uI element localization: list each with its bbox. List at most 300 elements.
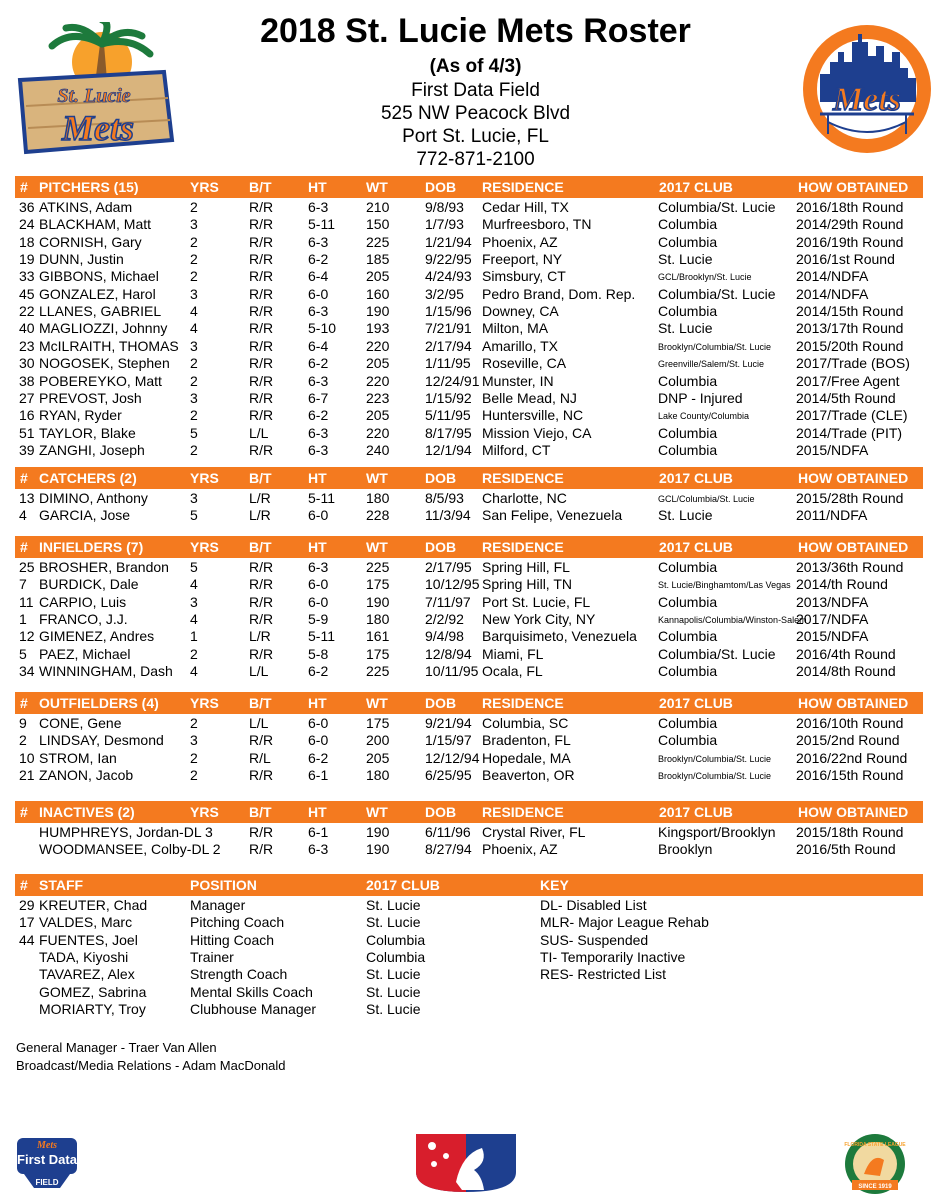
player-row	[0, 715, 951, 732]
player-residence: Amarillo, TX	[482, 337, 558, 354]
player-years: 3	[190, 216, 198, 233]
col-yrs: YRS	[190, 695, 219, 711]
player-number: 11	[19, 593, 34, 610]
player-how-obtained: 2017/Free Agent	[796, 372, 900, 389]
player-height: 6-2	[308, 251, 329, 268]
player-height: 6-0	[308, 715, 329, 731]
col-wt: WT	[366, 470, 388, 486]
player-dob: 10/11/95	[425, 663, 479, 680]
player-weight: 220	[366, 372, 390, 389]
player-residence: Barquisimeto, Venezuela	[482, 628, 637, 645]
player-bats-throws: R/R	[249, 216, 274, 233]
player-row	[0, 390, 951, 407]
staff-name: VALDES, Marc	[39, 914, 133, 931]
player-number: 21	[19, 767, 35, 784]
inactives-header-bar	[15, 801, 923, 823]
player-dob: 1/21/94	[425, 233, 472, 250]
staff-2017-club: Columbia	[366, 949, 426, 966]
player-residence: Beaverton, OR	[482, 767, 575, 784]
player-residence: Roseville, CA	[482, 355, 567, 372]
player-weight: 190	[366, 824, 390, 840]
player-weight: 150	[366, 216, 390, 233]
player-name: HUMPHREYS, Jordan-DL 3	[39, 824, 213, 840]
player-row	[0, 216, 951, 233]
staff-row	[0, 932, 951, 949]
pitchers-header-bar	[15, 176, 923, 198]
player-residence: Spring Hill, FL	[482, 559, 570, 575]
player-number: 45	[19, 285, 35, 302]
player-dob: 2/17/95	[425, 559, 472, 575]
player-row	[0, 320, 951, 337]
player-number: 40	[19, 320, 35, 337]
col-ht: HT	[308, 695, 327, 711]
player-2017-club: Brooklyn	[658, 841, 713, 858]
player-weight: 190	[366, 593, 390, 610]
player-height: 5-11	[308, 216, 335, 233]
player-bats-throws: R/R	[249, 285, 274, 302]
player-height: 6-0	[308, 507, 329, 524]
player-2017-club: Columbia	[658, 732, 718, 749]
staff-2017-club: St. Lucie	[366, 897, 421, 913]
player-weight: 185	[366, 251, 390, 268]
player-2017-club: Columbia	[658, 559, 718, 575]
player-2017-club: Columbia/St. Lucie	[658, 199, 776, 215]
col-wt: WT	[366, 804, 388, 820]
player-weight: 223	[366, 389, 390, 406]
player-dob: 1/11/95	[425, 355, 471, 372]
col-club: 2017 CLUB	[366, 877, 440, 893]
player-years: 2	[190, 407, 198, 424]
player-bats-throws: R/R	[249, 576, 274, 593]
col-ht: HT	[308, 179, 327, 195]
new-york-mets-logo	[800, 22, 935, 157]
player-2017-club: Columbia	[658, 233, 718, 250]
player-2017-club: Brooklyn/Columbia/St. Lucie	[658, 753, 772, 764]
player-2017-club: Brooklyn/Columbia/St. Lucie	[658, 771, 772, 782]
player-name: LLANES, GABRIEL	[39, 303, 162, 320]
player-2017-club: Kannapolis/Columbia/Winston-Salem	[658, 615, 807, 626]
staff-name: GOMEZ, Sabrina	[39, 983, 147, 1000]
player-how-obtained: 2015/28th Round	[796, 490, 904, 506]
staff-row	[0, 966, 951, 983]
player-name: GIMENEZ, Andres	[39, 628, 155, 645]
staff-name: TAVAREZ, Alex	[39, 966, 135, 983]
col-residence: RESIDENCE	[482, 804, 564, 820]
player-number: 18	[19, 233, 35, 250]
player-height: 6-3	[308, 559, 329, 575]
col-section: CATCHERS (2)	[39, 470, 137, 486]
player-number: 12	[19, 628, 35, 645]
player-residence: Phoenix, AZ	[482, 233, 558, 250]
player-how-obtained: 2015/18th Round	[796, 824, 904, 840]
player-row	[0, 355, 951, 372]
staff-number: 17	[19, 914, 35, 931]
fsl-ring-text: FLORIDA STATE LEAGUE	[844, 1142, 906, 1148]
player-2017-club: St. Lucie	[658, 507, 713, 524]
player-bats-throws: R/R	[249, 732, 274, 749]
col-key: KEY	[540, 877, 569, 893]
player-height: 6-4	[308, 337, 329, 354]
player-height: 6-0	[308, 593, 329, 610]
player-dob: 11/3/94	[425, 507, 471, 524]
player-number: 13	[19, 490, 35, 506]
staff-position: Manager	[190, 897, 246, 913]
player-weight: 220	[366, 424, 390, 441]
player-weight: 190	[366, 303, 390, 320]
player-weight: 200	[366, 732, 390, 749]
player-2017-club: GCL/Columbia/St. Lucie	[658, 494, 755, 504]
col-section: INACTIVES (2)	[39, 804, 135, 820]
player-weight: 205	[366, 268, 390, 285]
player-years: 4	[190, 576, 198, 593]
player-height: 6-0	[308, 285, 329, 302]
player-name: TAYLOR, Blake	[39, 424, 136, 441]
player-row	[0, 559, 951, 576]
staff-name: TADA, Kiyoshi	[39, 949, 129, 966]
player-residence: Bradenton, FL	[482, 732, 571, 749]
player-2017-club: Columbia	[658, 303, 718, 320]
player-height: 6-3	[308, 233, 329, 250]
player-number: 16	[19, 407, 35, 424]
player-residence: Phoenix, AZ	[482, 841, 558, 858]
player-years: 5	[190, 507, 198, 524]
logo-left-top-text: St. Lucie	[57, 85, 131, 107]
col-bt: B/T	[249, 804, 272, 820]
player-row	[0, 338, 951, 355]
first-data-field-logo	[14, 1132, 80, 1190]
col-number: #	[20, 179, 28, 195]
player-dob: 9/8/93	[425, 199, 464, 215]
fsl-since-text: SINCE 1919	[858, 1184, 892, 1190]
player-bats-throws: R/R	[249, 593, 274, 610]
player-weight: 210	[366, 199, 390, 215]
player-height: 5-9	[308, 611, 329, 628]
col-residence: RESIDENCE	[482, 470, 564, 486]
player-2017-club: Columbia	[658, 593, 718, 610]
key-entry: RES- Restricted List	[540, 966, 667, 983]
player-2017-club: St. Lucie	[658, 320, 713, 337]
player-name: WOODMANSEE, Colby-DL 2	[39, 841, 221, 858]
key-entry: TI- Temporarily Inactive	[540, 949, 686, 966]
player-years: 4	[190, 303, 198, 320]
col-wt: WT	[366, 539, 388, 555]
player-height: 6-2	[308, 663, 329, 680]
player-height: 6-3	[308, 199, 329, 215]
player-2017-club: Columbia	[658, 715, 718, 731]
player-number: 24	[19, 216, 35, 233]
player-residence: Milford, CT	[482, 441, 551, 458]
player-number: 36	[19, 199, 35, 215]
player-height: 6-1	[308, 824, 329, 840]
col-bt: B/T	[249, 539, 272, 555]
player-bats-throws: L/L	[249, 715, 269, 731]
player-2017-club: St. Lucie	[658, 251, 713, 268]
player-residence: Spring Hill, TN	[482, 576, 572, 593]
player-height: 5-10	[308, 320, 337, 337]
player-height: 6-1	[308, 767, 329, 784]
player-bats-throws: L/R	[249, 628, 271, 645]
staff-position: Mental Skills Coach	[190, 983, 313, 1000]
player-dob: 1/15/97	[425, 732, 472, 749]
player-row	[0, 628, 951, 645]
player-dob: 1/15/96	[425, 303, 472, 320]
player-residence: Columbia, SC	[482, 715, 569, 731]
player-row	[0, 767, 951, 784]
player-weight: 160	[366, 285, 390, 302]
player-years: 2	[190, 715, 198, 731]
player-dob: 12/12/94	[425, 749, 480, 766]
player-years: 2	[190, 767, 198, 784]
col-residence: RESIDENCE	[482, 695, 564, 711]
player-row	[0, 576, 951, 593]
player-row	[0, 303, 951, 320]
col-club: 2017 CLUB	[659, 179, 733, 195]
player-height: 6-3	[308, 303, 329, 320]
player-number: 7	[19, 576, 27, 593]
fdf-first-data-text: First Data	[17, 1152, 77, 1167]
player-number: 38	[19, 372, 35, 389]
staff-number: 29	[19, 897, 35, 913]
player-row	[0, 646, 951, 663]
player-weight: 175	[366, 576, 390, 593]
player-weight: 205	[366, 749, 390, 766]
player-residence: Hopedale, MA	[482, 749, 571, 766]
player-how-obtained: 2013/17th Round	[796, 320, 904, 337]
player-number: 1	[19, 611, 27, 628]
player-how-obtained: 2016/5th Round	[796, 841, 896, 858]
player-dob: 6/25/95	[425, 767, 472, 784]
player-bats-throws: R/R	[249, 407, 274, 424]
player-how-obtained: 2014/NDFA	[796, 268, 869, 285]
player-weight: 193	[366, 320, 390, 337]
player-how-obtained: 2015/NDFA	[796, 441, 869, 458]
player-row	[0, 199, 951, 216]
player-dob: 8/17/95	[425, 424, 472, 441]
staff-position: Clubhouse Manager	[190, 1001, 317, 1018]
player-name: NOGOSEK, Stephen	[39, 355, 170, 372]
col-number: #	[20, 695, 28, 711]
player-bats-throws: R/R	[249, 767, 274, 784]
player-residence: Downey, CA	[482, 303, 559, 320]
venue-name: First Data Field	[411, 80, 540, 101]
player-residence: Murfreesboro, TN	[482, 216, 592, 233]
player-how-obtained: 2014/29th Round	[796, 216, 904, 233]
player-height: 6-7	[308, 389, 329, 406]
player-weight: 240	[366, 441, 390, 458]
as-of-date: (As of 4/3)	[429, 56, 522, 77]
player-weight: 180	[366, 611, 390, 628]
player-how-obtained: 2016/19th Round	[796, 233, 904, 250]
player-dob: 2/2/92	[425, 611, 464, 628]
player-2017-club: Lake County/Columbia	[658, 411, 750, 422]
player-years: 2	[190, 268, 198, 285]
player-name: ZANON, Jacob	[39, 767, 134, 784]
staff-2017-club: St. Lucie	[366, 914, 421, 931]
player-name: POBEREYKO, Matt	[39, 372, 162, 389]
player-row	[0, 663, 951, 680]
player-how-obtained: 2016/10th Round	[796, 715, 904, 731]
outfielders-header-bar	[15, 692, 923, 714]
player-weight: 190	[366, 841, 390, 858]
player-row	[0, 251, 951, 268]
player-number: 5	[19, 645, 27, 662]
player-bats-throws: R/R	[249, 372, 274, 389]
player-row	[0, 507, 951, 524]
col-ht: HT	[308, 539, 327, 555]
player-how-obtained: 2014/5th Round	[796, 389, 896, 406]
player-years: 2	[190, 372, 198, 389]
col-staff: STAFF	[39, 877, 84, 893]
player-weight: 180	[366, 767, 390, 784]
player-weight: 175	[366, 715, 390, 731]
player-name: MAGLIOZZI, Johnny	[39, 320, 168, 337]
player-name: ATKINS, Adam	[39, 199, 133, 215]
player-how-obtained: 2014/8th Round	[796, 663, 896, 680]
general-manager-text: General Manager - Traer Van Allen	[16, 1040, 217, 1055]
key-entry: DL- Disabled List	[540, 897, 647, 913]
player-weight: 205	[366, 407, 390, 424]
col-ht: HT	[308, 804, 327, 820]
staff-row	[0, 984, 951, 1001]
player-row	[0, 490, 951, 507]
player-residence: Crystal River, FL	[482, 824, 586, 840]
col-dob: DOB	[425, 470, 457, 486]
player-name: STROM, Ian	[39, 749, 117, 766]
player-number: 25	[19, 559, 35, 575]
player-how-obtained: 2016/1st Round	[796, 251, 895, 268]
player-bats-throws: R/R	[249, 251, 274, 268]
player-dob: 6/11/96	[425, 824, 471, 840]
player-years: 2	[190, 441, 198, 458]
player-dob: 9/22/95	[425, 251, 472, 268]
player-name: RYAN, Ryder	[39, 407, 122, 424]
player-years: 3	[190, 490, 198, 506]
col-ht: HT	[308, 470, 327, 486]
player-height: 6-3	[308, 372, 329, 389]
staff-2017-club: Columbia	[366, 931, 426, 948]
venue-street: 525 NW Peacock Blvd	[380, 103, 571, 124]
col-obtained: HOW OBTAINED	[798, 179, 909, 195]
key-entry: SUS- Suspended	[540, 931, 649, 948]
player-2017-club: Columbia	[658, 424, 718, 441]
player-height: 6-3	[308, 841, 329, 858]
player-bats-throws: R/R	[249, 645, 274, 662]
col-yrs: YRS	[190, 539, 219, 555]
col-dob: DOB	[425, 804, 457, 820]
col-obtained: HOW OBTAINED	[798, 695, 909, 711]
player-dob: 7/21/91	[425, 320, 472, 337]
player-how-obtained: 2014/15th Round	[796, 303, 904, 320]
player-residence: Charlotte, NC	[482, 490, 567, 506]
player-row	[0, 611, 951, 628]
player-dob: 1/7/93	[425, 216, 464, 233]
player-bats-throws: R/L	[249, 749, 271, 766]
player-years: 3	[190, 593, 198, 610]
col-residence: RESIDENCE	[482, 539, 564, 555]
staff-row	[0, 914, 951, 931]
player-years: 3	[190, 337, 198, 354]
player-how-obtained: 2015/2nd Round	[796, 732, 900, 749]
player-weight: 220	[366, 337, 390, 354]
player-how-obtained: 2017/Trade (CLE)	[796, 407, 908, 424]
player-row	[0, 425, 951, 442]
col-club: 2017 CLUB	[659, 695, 733, 711]
player-number: 10	[19, 749, 35, 766]
player-years: 1	[190, 628, 198, 645]
player-residence: Ocala, FL	[482, 663, 543, 680]
player-residence: San Felipe, Venezuela	[482, 507, 623, 524]
player-bats-throws: R/R	[249, 441, 274, 458]
player-residence: Pedro Brand, Dom. Rep.	[482, 285, 636, 302]
venue-city: Port St. Lucie, FL	[402, 126, 549, 147]
col-obtained: HOW OBTAINED	[798, 470, 909, 486]
player-row	[0, 234, 951, 251]
col-yrs: YRS	[190, 179, 219, 195]
player-years: 2	[190, 749, 198, 766]
player-name: DUNN, Justin	[39, 251, 124, 268]
player-years: 2	[190, 233, 198, 250]
player-residence: Mission Viejo, CA	[482, 424, 592, 441]
player-row	[0, 407, 951, 424]
staff-row	[0, 897, 951, 914]
player-weight: 180	[366, 490, 390, 506]
player-residence: Huntersville, NC	[482, 407, 584, 424]
col-number: #	[20, 877, 28, 893]
player-height: 6-2	[308, 749, 329, 766]
player-bats-throws: R/R	[249, 841, 274, 858]
page-title: 2018 St. Lucie Mets Roster	[260, 12, 691, 50]
player-height: 5-8	[308, 645, 329, 662]
player-how-obtained: 2013/36th Round	[796, 559, 904, 575]
player-row	[0, 732, 951, 749]
player-how-obtained: 2016/18th Round	[796, 199, 904, 215]
player-bats-throws: R/R	[249, 337, 274, 354]
player-how-obtained: 2016/22nd Round	[796, 749, 908, 766]
staff-position: Strength Coach	[190, 966, 288, 983]
player-2017-club: GCL/Brooklyn/St. Lucie	[658, 272, 752, 283]
col-section: INFIELDERS (7)	[39, 539, 144, 555]
player-row	[0, 286, 951, 303]
player-dob: 2/17/94	[425, 337, 472, 354]
player-number: 23	[19, 337, 35, 354]
player-bats-throws: R/R	[249, 320, 274, 337]
player-years: 3	[190, 285, 198, 302]
player-row	[0, 442, 951, 459]
player-how-obtained: 2016/4th Round	[796, 645, 896, 662]
player-bats-throws: R/R	[249, 355, 274, 372]
player-how-obtained: 2011/NDFA	[796, 507, 868, 524]
player-2017-club: Columbia	[658, 628, 718, 645]
col-club: 2017 CLUB	[659, 470, 733, 486]
col-obtained: HOW OBTAINED	[798, 804, 909, 820]
player-weight: 225	[366, 233, 390, 250]
player-number: 19	[19, 251, 35, 268]
player-number: 33	[19, 268, 35, 285]
player-residence: Simsbury, CT	[482, 268, 566, 285]
player-dob: 3/2/95	[425, 285, 464, 302]
florida-state-league-logo	[836, 1132, 914, 1196]
player-weight: 161	[366, 628, 390, 645]
player-name: BURDICK, Dale	[39, 576, 139, 593]
player-height: 6-2	[308, 355, 329, 372]
col-number: #	[20, 470, 28, 486]
col-dob: DOB	[425, 179, 457, 195]
player-2017-club: Greenville/Salem/St. Lucie	[658, 359, 765, 370]
player-name: LINDSAY, Desmond	[39, 732, 164, 749]
player-2017-club: Kingsport/Brooklyn	[658, 824, 776, 840]
logo-left-main-text: Mets	[62, 108, 134, 148]
player-name: GONZALEZ, Harol	[39, 285, 156, 302]
